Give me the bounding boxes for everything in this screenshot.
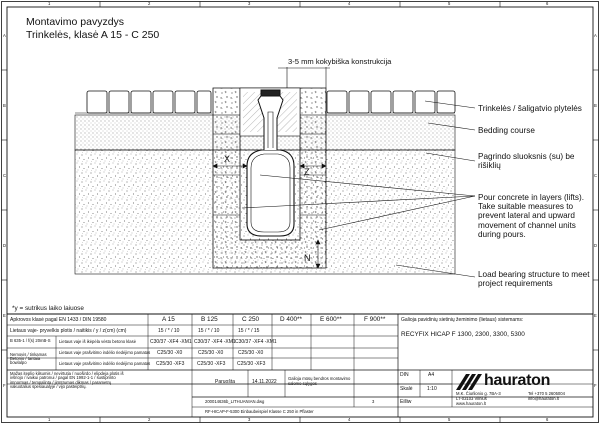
drawing-reference-title: RF-HICAP-F-5300 Einbaubeispiel Klasse C 250 in Pflaster <box>205 409 314 414</box>
table-row-standard: B 635-1 / f(s) 20mB-S <box>10 338 51 343</box>
frame-column-5-bottom: 5 <box>448 417 451 422</box>
frame-column-2: 2 <box>148 1 151 6</box>
dimension-z-label: Z <box>304 167 310 177</box>
frame-row-f-right: F <box>594 383 597 388</box>
din-value: A4 <box>428 372 435 378</box>
class-c250: C 250 <box>242 316 260 323</box>
frame-row-e: E <box>3 313 6 318</box>
frame-column-4-bottom: 4 <box>348 417 351 422</box>
class-b125: B 125 <box>201 316 218 323</box>
table-sublabel-2: Lietaus vaje prašvitimo indėlio riedėjimo pamatas <box>59 350 151 355</box>
file-number: 3 <box>372 399 375 404</box>
annotation-sub-base: Pagrindo sluoksnis (su) be rišiklių <box>478 152 575 171</box>
scale-value: 1:10 <box>427 386 437 392</box>
frame-row-c: C <box>3 173 7 178</box>
frame-column-1-bottom: 1 <box>48 417 51 422</box>
class-a15: A 15 <box>162 316 175 323</box>
frame-column-2-bottom: 2 <box>148 417 151 422</box>
scale-label: Skalė <box>400 386 413 392</box>
frame-column-1: 1 <box>48 1 51 6</box>
dims-a15: 15 / * / 10 <box>158 328 180 334</box>
concrete3-b125: C25/30 -XF3 <box>197 361 226 367</box>
table-row-footnote: Mažas iteplio kilsumis / nevirtutia / nuoširdo / elipdeja plotis iš ivšriojo / ivaikui patronui / pagal EN 1992-1-1 / sustiprinto imnormas / tempalinta / jirmtrumas dikmas / parametrų vakuotalius spesiaualyje / vijo pasteiptrių. <box>10 371 124 390</box>
frame-row-a-right: A <box>594 33 597 38</box>
annotation-load-bearing: Load bearing structure to meet project requirements <box>478 270 590 289</box>
concrete1-c250: C30/37 -XF4 -XM1 <box>235 339 277 345</box>
dims-c250: 15 / * / 15 <box>238 328 260 334</box>
frame-row-f: F <box>3 383 6 388</box>
din-label: DIN <box>400 372 409 378</box>
frame-row-a: A <box>3 33 6 38</box>
frame-column-5: 5 <box>448 1 451 6</box>
product-heading: Galioja pavidinių sietinių žeminimo (lietaus) sistemams: <box>401 317 524 323</box>
hauraton-logo-icon <box>456 374 482 390</box>
eilliw-label: Eilliw <box>400 399 412 405</box>
address-line3: www.hauraton.lt <box>456 401 486 406</box>
frame-row-e-right: E <box>594 313 597 318</box>
concrete1-b125: C30/37 -XF4 -XM1 <box>194 339 236 345</box>
dimension-x-label: X <box>224 154 231 164</box>
table-row-load-class: Apkrovos klasė pagal EN 1433 / DIN 19580 <box>10 317 107 323</box>
construction-tolerance-label: 3-5 mm kokybiška konstrukcija <box>288 57 392 66</box>
product-name: RECYFIX HICAP F 1300, 2300, 3300, 5300 <box>401 331 525 338</box>
prepared-label: Paruošta <box>215 379 236 385</box>
phone: Tel +370 5 2605004 <box>528 391 565 396</box>
drawing-title-line1: Montavimo pavyzdys <box>26 16 125 28</box>
brand-wordmark: hauraton <box>484 372 551 389</box>
annotation-pavers: Trinkelės / šaligatvio plytelės <box>478 104 582 113</box>
address-line2: LT-03103 Vilnius <box>456 396 487 401</box>
conditions-note: Galioja mūsų bendros montavimo salomo sąlygos <box>288 376 351 386</box>
dimension-n-label: N <box>304 253 311 263</box>
address-line1: M.K. Čiurlionio g. 7BA-3 <box>456 391 501 396</box>
concrete2-a15: C25/30 -X0 <box>157 350 183 356</box>
annotation-bedding-course: Bedding course <box>478 126 535 135</box>
table-row-dims: Lietaus vaje- pryvelkis plotis / naitikis / y / z(cm) (cm) <box>10 328 127 334</box>
frame-row-b: B <box>3 103 6 108</box>
class-d400: D 400** <box>280 316 303 323</box>
concrete2-c250: C25/30 -X0 <box>238 350 264 356</box>
class-f900: F 900** <box>364 316 386 323</box>
concrete2-b125: C25/30 -X0 <box>198 350 224 356</box>
annotation-pour-concrete: Pour concrete in layers (lifts). Take suitable measures to prevent lateral and upward movement of channel units during pours. <box>478 193 585 239</box>
table-row-concrete-label: Nemovis / tinkamas Betonio / tantaia bowlalpo <box>10 352 47 366</box>
frame-column-3-bottom: 3 <box>248 417 251 422</box>
frame-row-d: D <box>3 243 7 248</box>
footnote: *y = sutrikus laiko laiuose <box>12 305 84 312</box>
prepared-date: 14.11.2022 <box>252 379 277 385</box>
concrete3-c250: C25/30 -XF3 <box>237 361 266 367</box>
frame-row-c-right: C <box>594 173 598 178</box>
frame-row-d-right: D <box>594 243 598 248</box>
frame-column-6: 6 <box>546 1 549 6</box>
dims-b125: 15 / * / 10 <box>198 328 220 334</box>
cross-section <box>75 67 475 277</box>
class-e600: E 600** <box>320 316 342 323</box>
frame-column-3: 3 <box>248 1 251 6</box>
frame-column-6-bottom: 6 <box>546 417 549 422</box>
concrete1-a15: C30/37 -XF4 -XM1 <box>150 339 192 345</box>
drawing-title-line2: Trinkelės, klasė A 15 - C 250 <box>26 29 160 41</box>
top-dimension <box>278 67 330 88</box>
table-sublabel-1: Lietaus vaje iš ikėpėla vėsto betono klasė <box>59 339 137 344</box>
frame-column-4: 4 <box>348 1 351 6</box>
concrete3-a15: C25/30 -XF3 <box>156 361 185 367</box>
frame-row-b-right: B <box>594 103 597 108</box>
table-sublabel-3: Lietaus vaje prašvitimo indėlio riedėjimo pamatas <box>59 361 151 366</box>
file-name: 200014636b_LITHUANIAN.dwg <box>205 399 265 404</box>
email: info@hauraton.lt <box>528 396 559 401</box>
